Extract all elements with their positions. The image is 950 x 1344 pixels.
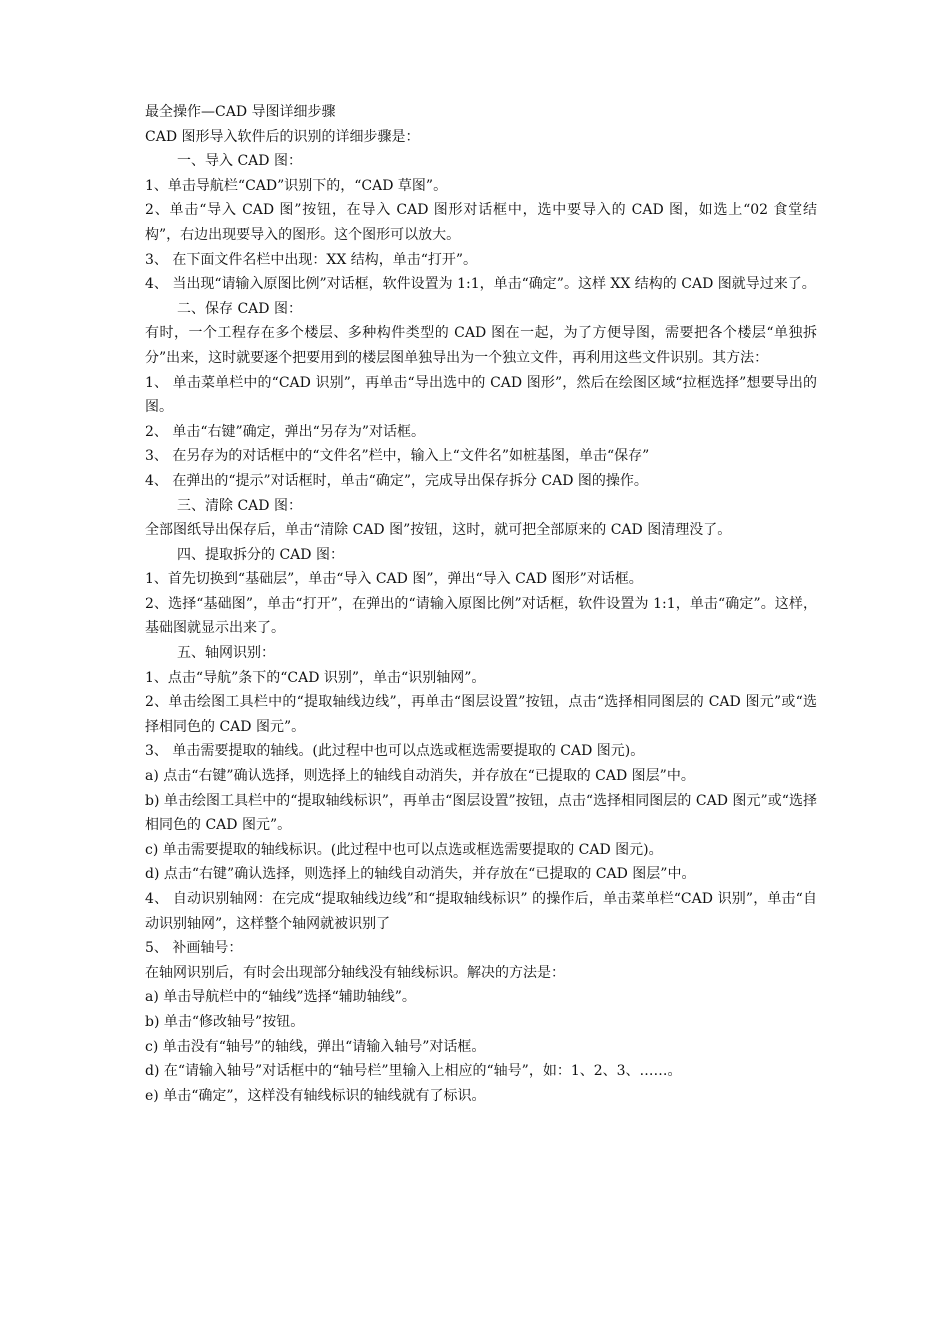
paragraph: 有时，一个工程存在多个楼层、多种构件类型的 CAD 图在一起，为了方便导图，需要把各个楼层“单独拆分”出来，这时就要逐个把要用到的楼层图单独导出为一个独立文件，再利用这些文件识别。其方法：	[145, 325, 817, 366]
paragraph: d) 在“请输入轴号”对话框中的“轴号栏”里输入上相应的“轴号”，如：1、2、3、……。	[145, 1063, 682, 1080]
paragraph: 1、单击导航栏“CAD”识别下的，“CAD 草图”。	[145, 177, 448, 194]
paragraph: d) 点击“右键”确认选择，则选择上的轴线自动消失，并存放在“已提取的 CAD 图层”中。	[145, 866, 696, 883]
section-heading-import: 一、导入 CAD 图：	[177, 153, 302, 170]
paragraph: b) 单击绘图工具栏中的“提取轴线标识”，再单击“图层设置”按钮，点击“选择相同图层的 CAD 图元”或“选择相同色的 CAD 图元”。	[145, 792, 817, 834]
section-heading-axis: 五、轴网识别：	[177, 645, 275, 662]
paragraph: c) 单击需要提取的轴线标识。(此过程中也可以点选或框选需要提取的 CAD 图元)。	[145, 841, 663, 858]
paragraph: 3、 单击需要提取的轴线。(此过程中也可以点选或框选需要提取的 CAD 图元)。	[145, 743, 645, 760]
paragraph: 1、首先切换到“基础层”，单击“导入 CAD 图”，弹出“导入 CAD 图形”对话框。	[145, 571, 643, 588]
paragraph: 2、单击绘图工具栏中的“提取轴线边线”，再单击“图层设置”按钮，点击“选择相同图层的 CAD 图元”或“选择相同色的 CAD 图元”。	[145, 694, 817, 735]
paragraph: 在轴网识别后，有时会出现部分轴线没有轴线标识。解决的方法是：	[145, 964, 565, 981]
paragraph: 3、 在另存为的对话框中的“文件名”栏中，输入上“文件名”如桩基图，单击“保存”	[145, 448, 650, 465]
paragraph: 2、单击“导入 CAD 图”按钮，在导入 CAD 图形对话框中，选中要导入的 CAD 图，如选上“02 食堂结构”，右边出现要导入的图形。这个图形可以放大。	[145, 202, 817, 243]
section-heading-save: 二、保存 CAD 图：	[177, 300, 302, 317]
section-heading-clear: 三、清除 CAD 图：	[177, 497, 302, 514]
paragraph: 4、 自动识别轴网：在完成“提取轴线边线”和“提取轴线标识” 的操作后，单击菜单栏“CAD 识别”，单击“自动识别轴网”，这样整个轴网就被识别了	[145, 891, 817, 932]
paragraph: 全部图纸导出保存后，单击“清除 CAD 图”按钮，这时，就可把全部原来的 CAD 图清理没了。	[145, 522, 732, 539]
paragraph: c) 单击没有“轴号”的轴线，弹出“请输入轴号”对话框。	[145, 1038, 486, 1055]
paragraph: 1、 单击菜单栏中的“CAD 识别”，再单击“导出选中的 CAD 图形”，然后在绘图区域“拉框选择”想要导出的图。	[145, 374, 817, 416]
paragraph: 2、选择“基础图”，单击“打开”，在弹出的“请输入原图比例”对话框，软件设置为 1:1，单击“确定”。这样，基础图就显示出来了。	[145, 595, 817, 637]
paragraph: 5、 补画轴号：	[145, 940, 243, 957]
intro-line: CAD 图形导入软件后的识别的详细步骤是：	[145, 128, 420, 145]
paragraph: b) 单击“修改轴号”按钮。	[145, 1013, 305, 1030]
section-heading-extract: 四、提取拆分的 CAD 图：	[177, 546, 344, 563]
paragraph: 4、 当出现“请输入原图比例”对话框，软件设置为 1:1，单击“确定”。这样 XX 结构的 CAD 图就导过来了。	[145, 276, 816, 293]
paragraph: 3、 在下面文件名栏中出现：XX 结构，单击“打开”。	[145, 251, 478, 268]
document-body	[145, 100, 817, 1108]
paragraph: a) 单击导航栏中的“轴线”选择“辅助轴线”。	[145, 989, 416, 1006]
paragraph: e) 单击“确定”，这样没有轴线标识的轴线就有了标识。	[145, 1087, 486, 1104]
paragraph: 2、 单击“右键”确定，弹出“另存为”对话框。	[145, 423, 425, 440]
paragraph: a) 点击“右键”确认选择，则选择上的轴线自动消失，并存放在“已提取的 CAD 图层”中。	[145, 768, 695, 785]
document-title: 最全操作—CAD 导图详细步骤	[145, 104, 336, 120]
paragraph: 1、点击“导航”条下的“CAD 识别”，单击“识别轴网”。	[145, 669, 486, 686]
paragraph: 4、 在弹出的“提示”对话框时，单击“确定”，完成导出保存拆分 CAD 图的操作。	[145, 472, 648, 489]
